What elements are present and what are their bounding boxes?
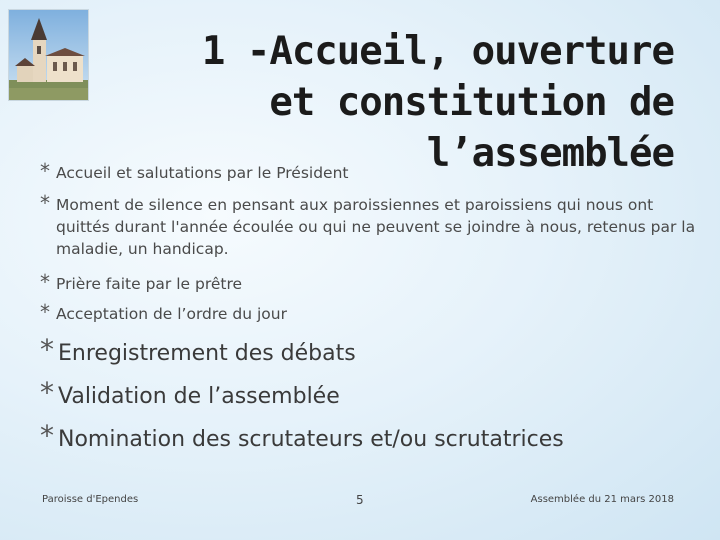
bullet-text: Moment de silence en pensant aux paroissiennes et paroissiens qui nous ont quittés durant l'année écoulée ou qui ne peuvent se joindre à nous, retenus par la maladie, un handicap. (56, 196, 696, 258)
page-number: 5 (356, 493, 364, 507)
bullet-item (40, 159, 416, 184)
bullet-item (40, 419, 718, 454)
bullet-marker: * (40, 333, 54, 366)
bullet-text: Validation de l’assemblée (58, 384, 340, 409)
bullet-text: Prière faite par le prêtre (56, 275, 243, 293)
footer-left: Paroisse d'Ependes (42, 494, 139, 505)
bullet-marker: * (40, 300, 50, 324)
bullet-marker: * (40, 270, 50, 294)
bullet-marker: * (40, 159, 50, 183)
bullet-item (40, 376, 698, 411)
bullet-item (40, 270, 676, 295)
slide-title: 1 -Accueil, ouverture et constitution de l’assemblée (201, 29, 674, 176)
bullet-item (40, 333, 698, 368)
footer-right: Assemblée du 21 mars 2018 (530, 494, 674, 505)
bullet-marker: * (40, 419, 54, 452)
bullet-text: Nomination des scrutateurs et/ou scrutatrices (58, 427, 564, 452)
bullet-text: Accueil et salutations par le Président (56, 164, 349, 182)
bullet-marker: * (40, 376, 54, 409)
bullet-text: Enregistrement des débats (58, 341, 356, 366)
bullet-text: Acceptation de l’ordre du jour (56, 305, 287, 323)
bullet-item (40, 191, 696, 260)
bullet-marker: * (40, 191, 50, 215)
bullet-item (40, 300, 676, 325)
church-illustration (9, 10, 88, 100)
church-thumbnail (8, 9, 89, 101)
